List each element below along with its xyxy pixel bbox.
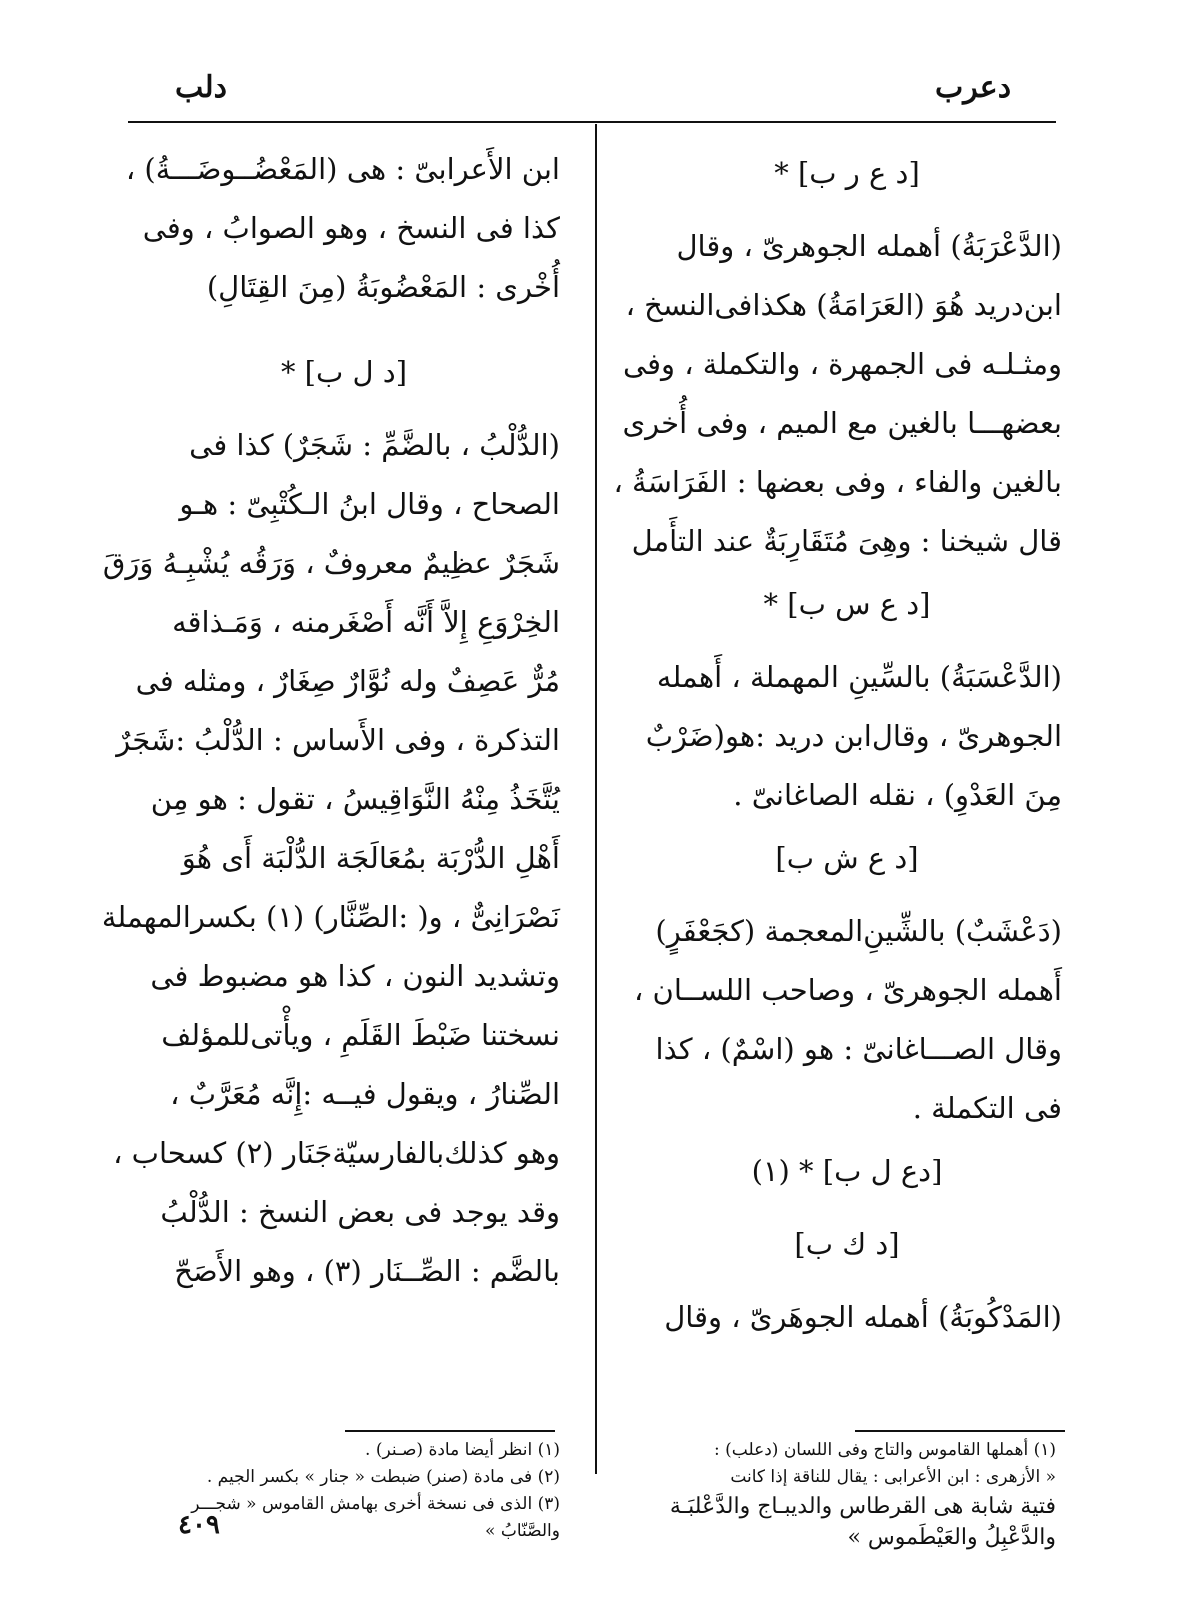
text-line: ابن‌دريد هُوَ (العَرَامَةُ) هكذافى‌النسخ ، xyxy=(625,288,1062,322)
text-line: يُتَّخَذُ مِنْهُ النَّوَاقِيسُ ، تقول : هو مِن xyxy=(150,782,560,816)
text-line: نسختنا ضَبْطَ القَلَمِ ، ويأْتى‌للمؤلف xyxy=(161,1018,560,1052)
text-line: الخِرْوَعِ إِلاَّ أَنَّه أَصْغَرمنه ، وَمَـذاقه xyxy=(172,605,560,639)
text-line: (الدَّعْسَبَةُ) بالسِّينِ المهملة ، أَهمله xyxy=(656,660,1062,694)
text-line: فى التكملة . xyxy=(912,1091,1062,1125)
text-line: الصِّنارُ ، ويقول فيــه :إِنَّه مُعَرَّبٌ ، xyxy=(170,1077,560,1111)
footnote-line: فتية شابة هى القرطاس والديبـاج والدَّعْلبَـة xyxy=(669,1494,1056,1519)
footnote-rule-right xyxy=(855,1430,1065,1432)
entry-heading: [د ع س ب] * xyxy=(763,587,931,621)
entry-heading: [دع ل ب] * (١) xyxy=(751,1154,943,1188)
text-line: أَهْلِ الدُّرْبَة بمُعَالَجَة الدُّلْبَة أَى هُوَ xyxy=(181,841,560,875)
entry-heading: [د ع ش ب] xyxy=(775,841,919,875)
text-line: أَهمله الجوهرىّ ، وصاحب اللســان ، xyxy=(633,973,1062,1007)
footnote-line: والصَّنّابُ » xyxy=(485,1521,560,1541)
text-line: (دَعْشَبٌ) بالشِّينِ‌المعجمة (كجَعْفَرٍ) xyxy=(655,914,1062,948)
text-line: بالضَّم : الصِّــنَار (٣) ، وهو الأَصَحّ xyxy=(174,1254,560,1288)
text-line: أُخْرى : المَعْضُوبَةُ (مِنَ القِتَالِ) xyxy=(206,270,560,304)
footnote-line: (٣) الذى فى نسخة أخرى بهامش القاموس « شجـــر xyxy=(191,1494,560,1514)
text-line: مُرٌّ عَصِفٌ وله نُوَّارٌ صِغَارٌ ، ومثله فى xyxy=(135,664,560,698)
text-line: الجوهرىّ ، وقال‌ابن دريد :هو(ضَرْبٌ xyxy=(645,719,1062,753)
entry-heading: [د ع ر ب] * xyxy=(774,156,920,190)
text-line: ومثـلـه فى الجمهرة ، والتكملة ، وفى xyxy=(622,347,1062,381)
column-divider xyxy=(595,124,597,1474)
text-line: (الدَّعْرَبَةُ) أهمله الجوهرىّ ، وقال xyxy=(676,229,1062,263)
text-line: كذا فى النسخ ، وهو الصوابُ ، وفى xyxy=(142,211,560,245)
running-head-left: دلب xyxy=(175,70,227,105)
footnote-rule-left xyxy=(345,1430,555,1432)
text-line: (المَدْكُوبَةُ) أهمله الجوهَرىّ ، وقال xyxy=(664,1300,1062,1334)
text-line: (الدُّلْبُ ، بالضَّمِّ : شَجَرٌ) كذا فى xyxy=(189,428,560,462)
footnote-line: « الأزهرى : ابن الأعرابى : يقال للناقة إذا كانت xyxy=(730,1467,1056,1487)
text-line: وقال الصـــاغانىّ : هو (اسْمٌ) ، كذا xyxy=(655,1032,1062,1066)
text-line: وقد يوجد فى بعض النسخ : الدُّلْبُ xyxy=(160,1195,560,1229)
footnotes-right xyxy=(628,1437,1056,1553)
entry-heading: [د ل ب] * xyxy=(280,355,408,389)
running-head-right: دعرب xyxy=(935,70,1012,105)
header-rule xyxy=(128,121,1056,123)
footnote-line: والدَّعْبِلُ والعَيْطَموس » xyxy=(847,1525,1056,1550)
left-column xyxy=(101,140,560,1301)
text-line: بعضهـــا بالغين مع الميم ، وفى أُخرى xyxy=(622,406,1062,440)
text-line: وتشديد النون ، كذا هو مضبوط فى xyxy=(150,959,560,993)
text-line: مِنَ العَدْوِ) ، نقله الصاغانىّ . xyxy=(733,778,1062,812)
text-line: ابن الأَعرابىّ : هى (المَعْضُــوضَـــةُ) ، xyxy=(125,152,560,186)
footnote-line: (٢) فى مادة (صنر) ضبطت « جنار » بكسر الجيم . xyxy=(206,1467,560,1487)
text-line: التذكرة ، وفى الأَساس : الدُّلْبُ :شَجَرٌ xyxy=(116,723,560,757)
page-number: ٤٠٩ xyxy=(178,1510,220,1540)
footnote-line: (١) انظر أيضا مادة (صـنر) . xyxy=(365,1440,560,1460)
text-line: شَجَرٌ عظِيمٌ معروفٌ ، وَرَقُه يُشْبِـهُ وَرَقَ xyxy=(102,546,560,580)
text-line: وهو كذلك‌بالفارسيّة‌جَنَار (٢) كسحاب ، xyxy=(113,1136,560,1170)
entry-heading: [د ك ب] xyxy=(794,1227,900,1261)
text-line: نَصْرَانِىٌّ ، و( :الصِّنَّار) (١) بكسرالمهملة xyxy=(101,900,560,934)
text-line: الصحاح ، وقال ابنُ الـكُتْبِىّ : هـو xyxy=(179,487,560,521)
text-line: بالغين والفاء ، وفى بعضها : الفَرَاسَةُ ، xyxy=(613,465,1062,499)
right-column xyxy=(613,140,1062,1347)
footnote-line: (١) أهملها القاموس والتاج وفى اللسان (دعلب) : xyxy=(713,1440,1056,1460)
text-line: قال شيخنا : وهِىَ مُتَقَارِبَةٌ عند التأَمل xyxy=(631,524,1062,558)
spacer xyxy=(128,317,560,339)
